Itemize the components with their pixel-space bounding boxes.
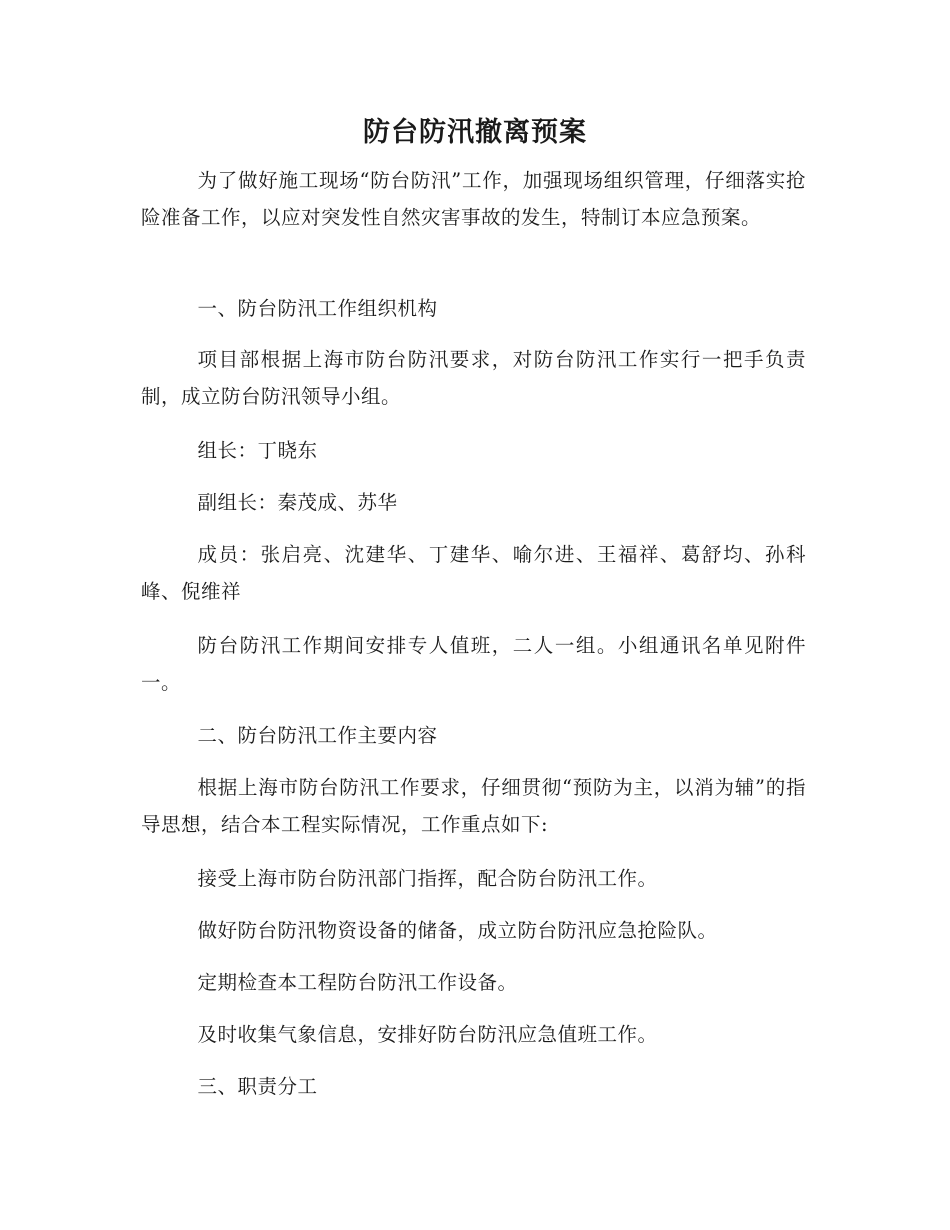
section-heading-main-content: 二、防台防汛工作主要内容 [197, 724, 438, 747]
document-title: 防台防汛撤离预案 [363, 117, 587, 148]
duty-paragraph: 防台防汛工作期间安排专人值班，二人一组。小组通讯名单见附件一。 [141, 634, 806, 694]
intro-paragraph: 为了做好施工现场“防台防汛”工作，加强现场组织管理，仔细落实抢险准备工作，以应对突发性自然灾害事故的发生，特制订本应急预案。 [141, 169, 806, 229]
deputy-leader-line: 副组长：秦茂成、苏华 [197, 491, 398, 514]
work-item-1: 接受上海市防台防汛部门指挥，配合防台防汛工作。 [197, 867, 658, 890]
organization-paragraph: 项目部根据上海市防台防汛要求，对防台防汛工作实行一把手负责制，成立防台防汛领导小组。 [141, 348, 806, 408]
leader-line: 组长：丁晓东 [197, 439, 318, 462]
work-item-2: 做好防台防汛物资设备的储备，成立防台防汛应急抢险队。 [197, 919, 718, 942]
work-item-4: 及时收集气象信息，安排好防台防汛应急值班工作。 [197, 1023, 658, 1046]
guideline-paragraph: 根据上海市防台防汛工作要求，仔细贯彻“预防为主，以消为辅”的指导思想，结合本工程实际情况，工作重点如下: [141, 776, 806, 836]
members-paragraph: 成员：张启亮、沈建华、丁建华、喻尔进、王福祥、葛舒均、孙科峰、倪维祥 [141, 543, 806, 603]
work-item-3: 定期检查本工程防台防汛工作设备。 [197, 971, 518, 994]
section-heading-organization: 一、防台防汛工作组织机构 [197, 297, 438, 320]
section-heading-responsibilities: 三、职责分工 [197, 1075, 318, 1098]
